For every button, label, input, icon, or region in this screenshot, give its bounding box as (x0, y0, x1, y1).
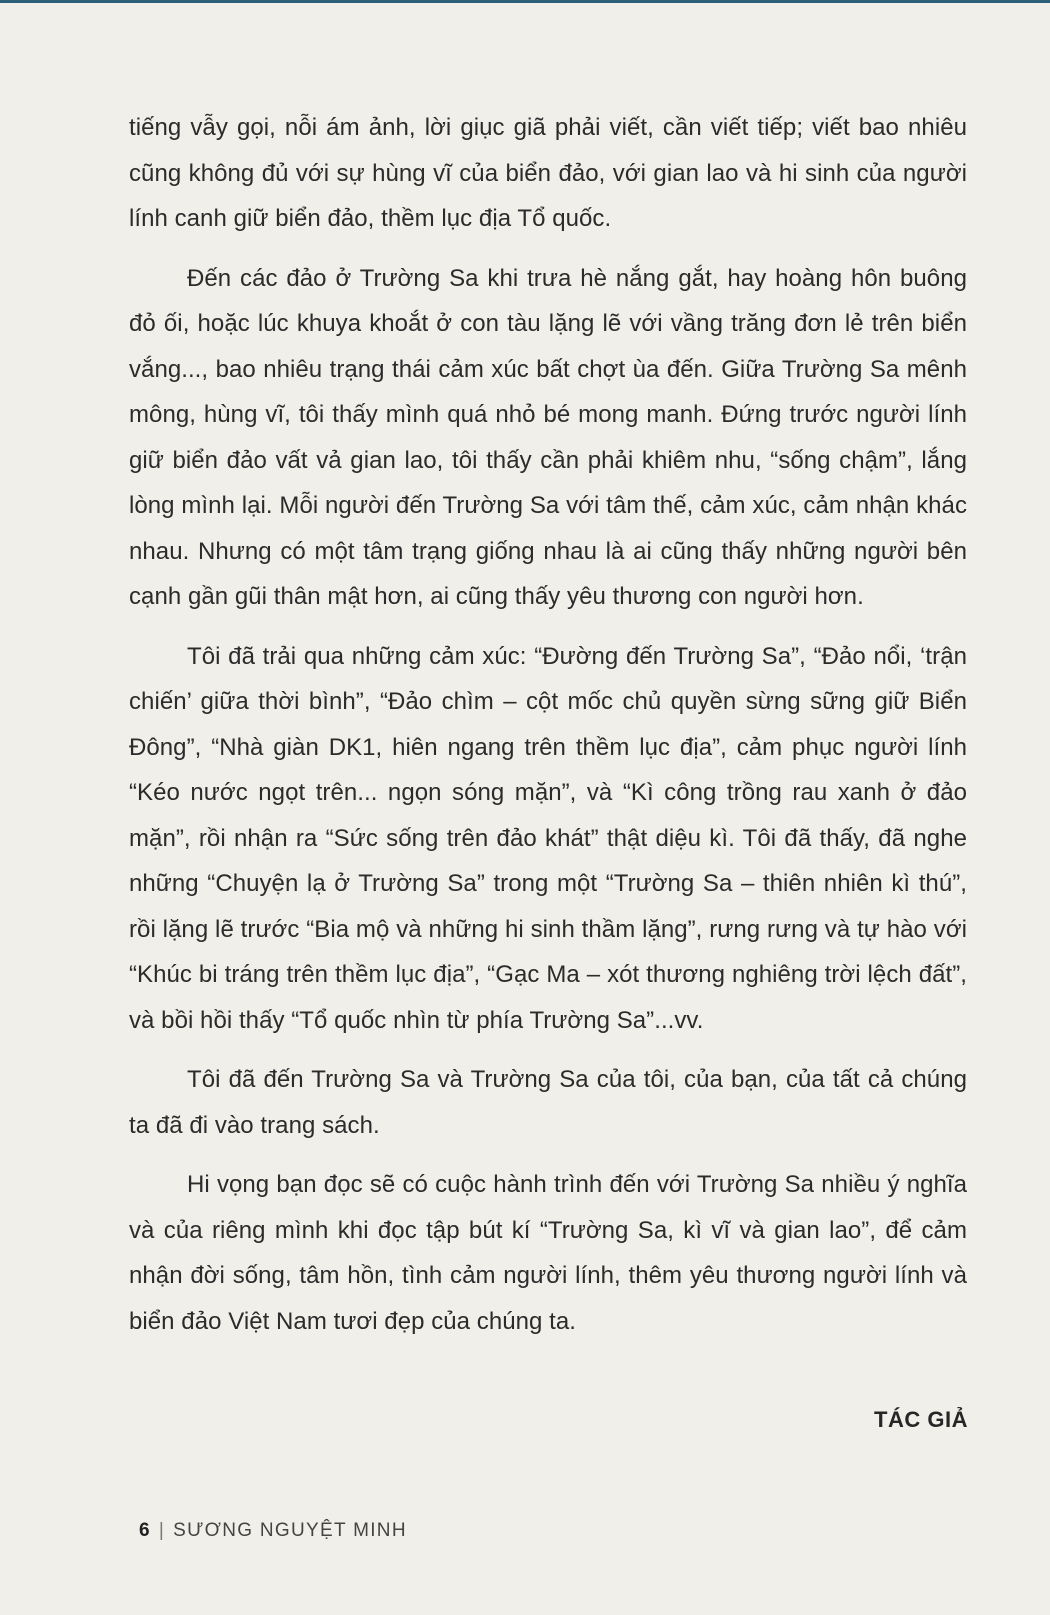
paragraph-continuation: tiếng vẫy gọi, nỗi ám ảnh, lời giục giã phải viết, cần viết tiếp; viết bao nhiêu cũng không đủ với sự hùng vĩ của biển đảo, với gian lao và hi sinh của người lính canh giữ biển đảo, thềm lục địa Tổ quốc. (129, 114, 967, 232)
author-signature: TÁC GIẢ (874, 1407, 968, 1432)
paragraph-into-book: Tôi đã đến Trường Sa và Trường Sa của tôi, của bạn, của tất cả chúng ta đã đi vào trang sách. (129, 1066, 967, 1139)
paragraph-chapter-list: Tôi đã trải qua những cảm xúc: “Đường đến Trường Sa”, “Đảo nổi, ‘trận chiến’ giữa thời bình”, “Đảo chìm – cột mốc chủ quyền sừng sững giữ Biển Đông”, “Nhà giàn DK1, hiên ngang trên thềm lục địa”, cảm phục người lính “Kéo nước ngọt trên... ngọn sóng mặn”, và “Kì công trồng rau xanh ở đảo mặn”, rồi nhận ra “Sức sống trên đảo khát” thật diệu kì. Tôi đã thấy, đã nghe những “Chuyện lạ ở Trường Sa” trong một “Trường Sa – thiên nhiên kì thú”, rồi lặng lẽ trước “Bia mộ và những hi sinh thầm lặng”, rưng rưng và tự hào với “Khúc bi tráng trên thềm lục địa”, “Gạc Ma – xót thương nghiêng trời lệch đất”, và bồi hồi thấy “Tổ quốc nhìn từ phía Trường Sa”...vv. (129, 642, 967, 1034)
paragraph-truong-sa-emotions: Đến các đảo ở Trường Sa khi trưa hè nắng gắt, hay hoàng hôn buông đỏ ối, hoặc lúc khuya khoắt ở con tàu lặng lẽ với vầng trăng đơn lẻ trên biển vắng..., bao nhiêu trạng thái cảm xúc bất chợt ùa đến. Giữa Trường Sa mênh mông, hùng vĩ, tôi thấy mình quá nhỏ bé mong manh. Đứng trước người lính giữ biển đảo vất vả gian lao, tôi thấy cần phải khiêm nhu, “sống chậm”, lắng lòng mình lại. Mỗi người đến Trường Sa với tâm thế, cảm xúc, cảm nhận khác nhau. Nhưng có một tâm trạng giống nhau là ai cũng thấy những người bên cạnh gần gũi thân mật hơn, ai cũng thấy yêu thương con người hơn. (129, 264, 967, 610)
page-number: 6 (139, 1520, 151, 1541)
footer-separator: | (158, 1520, 166, 1541)
paragraph-reader-hope: Hi vọng bạn đọc sẽ có cuộc hành trình đến với Trường Sa nhiều ý nghĩa và của riêng mình khi đọc tập bút kí “Trường Sa, kì vĩ và gian lao”, để cảm nhận đời sống, tâm hồn, tình cảm người lính, thêm yêu thương người lính và biển đảo Việt Nam tươi đẹp của chúng ta. (129, 1171, 967, 1335)
page-body (129, 105, 967, 1358)
footer-author-name: SƯƠNG NGUYỆT MINH (173, 1520, 407, 1541)
page-footer (139, 1520, 407, 1542)
page-top-edge (0, 0, 1050, 3)
